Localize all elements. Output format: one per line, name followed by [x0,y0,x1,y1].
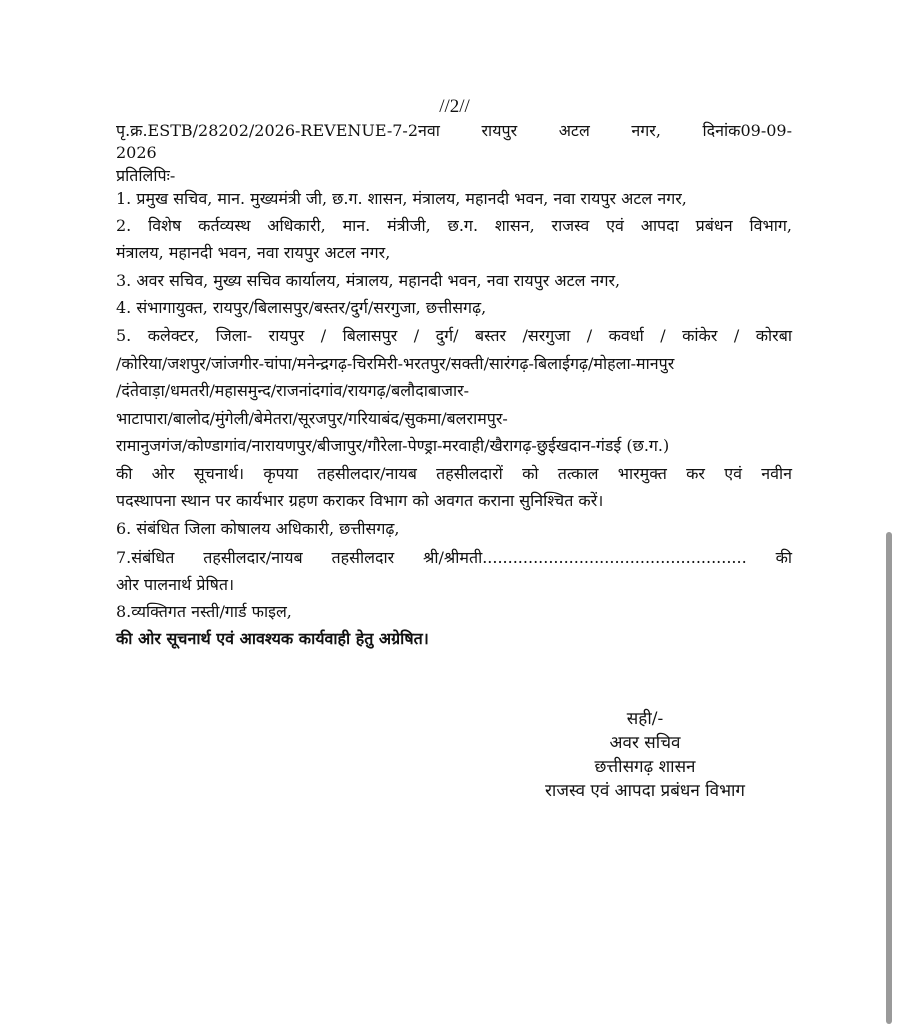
signature-government: छत्तीसगढ़ शासन [594,757,696,777]
page-number: //2// [439,96,470,117]
copy-item-7: 7.संबंधित तहसीलदार/नायब तहसीलदार श्री/श्रीमती.................................................... की [116,548,792,567]
copy-item-5-districts-line-4: रामानुजगंज/कोण्डागांव/नारायणपुर/बीजापुर/गौरेला-पेण्ड्रा-मरवाही/खैरागढ़-छुईखदान-गंडई (छ.ग.) [116,436,670,455]
copy-label: प्रतिलिपिः- [116,166,176,185]
copy-item-4: 4. संभागायुक्त, रायपुर/बिलासपुर/बस्तर/दुर्ग/सरगुजा, छत्तीसगढ़, [116,298,487,317]
copy-item-5-districts-line-3: भाटापारा/बालोद/मुंगेली/बेमेतरा/सूरजपुर/गरियाबंद/सुकमा/बलरामपुर- [116,409,508,428]
closing-statement: की ओर सूचनार्थ एवं आवश्यक कार्यवाही हेतु अग्रेषित। [116,629,429,648]
copy-item-3: 3. अवर सचिव, मुख्य सचिव कार्यालय, मंत्रालय, महानदी भवन, नवा रायपुर अटल नगर, [116,271,621,290]
copy-item-5-instruction-continuation: पदस्थापना स्थान पर कार्यभार ग्रहण कराकर विभाग को अवगत कराना सुनिश्चित करें। [116,491,604,510]
signature-department: राजस्व एवं आपदा प्रबंधन विभाग [544,781,745,801]
copy-item-2: 2. विशेष कर्तव्यस्थ अधिकारी, मान. मंत्रीजी, छ.ग. शासन, राजस्व एवं आपदा प्रबंधन विभाग, [116,216,792,235]
copy-item-6: 6. संबंधित जिला कोषालय अधिकारी, छत्तीसगढ़, [116,519,400,538]
copy-item-5-districts-line-2: /दंतेवाड़ा/धमतरी/महासमुन्द/राजनांदगांव/रायगढ़/बलौदाबाजार- [116,381,470,400]
reference-date-continuation: 2026 [116,143,157,162]
copy-item-2-continuation: मंत्रालय, महानदी भवन, नवा रायपुर अटल नगर, [116,243,391,262]
copy-item-1: 1. प्रमुख सचिव, मान. मुख्यमंत्री जी, छ.ग. शासन, मंत्रालय, महानदी भवन, नवा रायपुर अटल नगर, [116,189,687,208]
scrollbar[interactable] [886,532,892,1024]
copy-item-5-instruction: की ओर सूचनार्थ। कृपया तहसीलदार/नायब तहसीलदारों को तत्काल भारमुक्त कर एवं नवीन [116,464,792,483]
copy-item-5-districts-line-1: /कोरिया/जशपुर/जांजगीर-चांपा/मनेन्द्रगढ़-चिरमिरी-भरतपुर/सक्ती/सारंगढ़-बिलाईगढ़/मोहला-मानपुर [116,354,675,373]
copy-item-8: 8.व्यक्तिगत नस्ती/गार्ड फाइल, [116,602,292,621]
copy-item-5: 5. कलेक्टर, जिला- रायपुर / बिलासपुर / दुर्ग/ बस्तर /सरगुजा / कवर्धा / कांकेर / कोरबा [116,326,792,345]
signature-signed: सही/- [626,709,664,729]
signature-designation: अवर सचिव [609,733,681,753]
reference-line: पृ.क्र.ESTB/28202/2026-REVENUE-7-2नवा रायपुर अटल नगर, दिनांक09-09- [116,121,792,140]
copy-item-7-continuation: ओर पालनार्थ प्रेषित। [116,575,235,594]
